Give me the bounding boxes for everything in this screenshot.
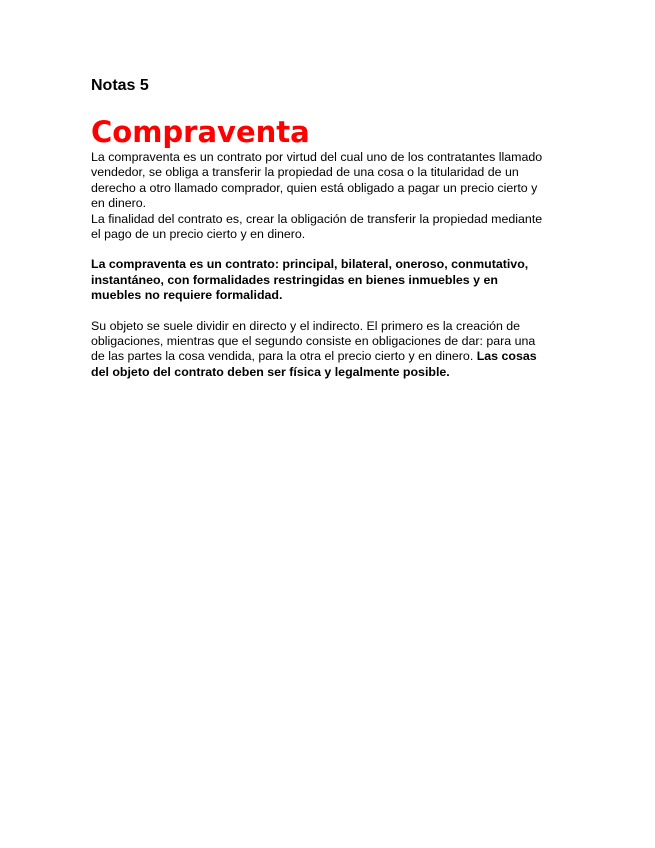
text-line: muebles no requiere formalidad.	[91, 288, 283, 303]
paragraph-spacer	[91, 304, 571, 319]
paragraph-definition	[91, 150, 571, 212]
text-line: Su objeto se suele dividir en directo y el indirecto. El primero es la creación de	[91, 318, 521, 333]
text-line: vendedor, se obliga a transferir la propiedad de una cosa o la titularidad de un	[91, 165, 519, 180]
text-line: instantáneo, con formalidades restringidas en bienes inmuebles y en	[91, 272, 498, 287]
paragraph-purpose	[91, 212, 571, 243]
text-line: La finalidad del contrato es, crear la obligación de transferir la propiedad mediante	[91, 211, 543, 226]
text-line: el pago de un precio cierto y en dinero.	[91, 227, 306, 242]
document-body	[91, 150, 571, 380]
paragraph-characteristics	[91, 257, 571, 303]
text-line	[91, 349, 571, 364]
paragraph-object	[91, 319, 571, 381]
notes-label: Notas 5	[91, 77, 149, 94]
text-line: La compraventa es un contrato por virtud del cual uno de los contratantes llamado	[91, 150, 543, 164]
emphasis-text: del objeto del contrato deben ser física y legalmente posible.	[91, 364, 450, 379]
emphasis-text: Las cosas	[476, 349, 537, 364]
paragraph-spacer	[91, 242, 571, 257]
text-line: derecho a otro llamado comprador, quien está obligado a pagar un precio cierto y	[91, 180, 538, 195]
text-line: en dinero.	[91, 196, 147, 211]
page-title: Compraventa	[91, 115, 310, 149]
text-segment: de las partes la cosa vendida, para la otra el precio cierto y en dinero.	[91, 349, 477, 364]
text-line: obligaciones, mientras que el segundo consiste en obligaciones de dar: para una	[91, 334, 536, 349]
text-line: La compraventa es un contrato: principal, bilateral, oneroso, conmutativo,	[91, 257, 529, 272]
